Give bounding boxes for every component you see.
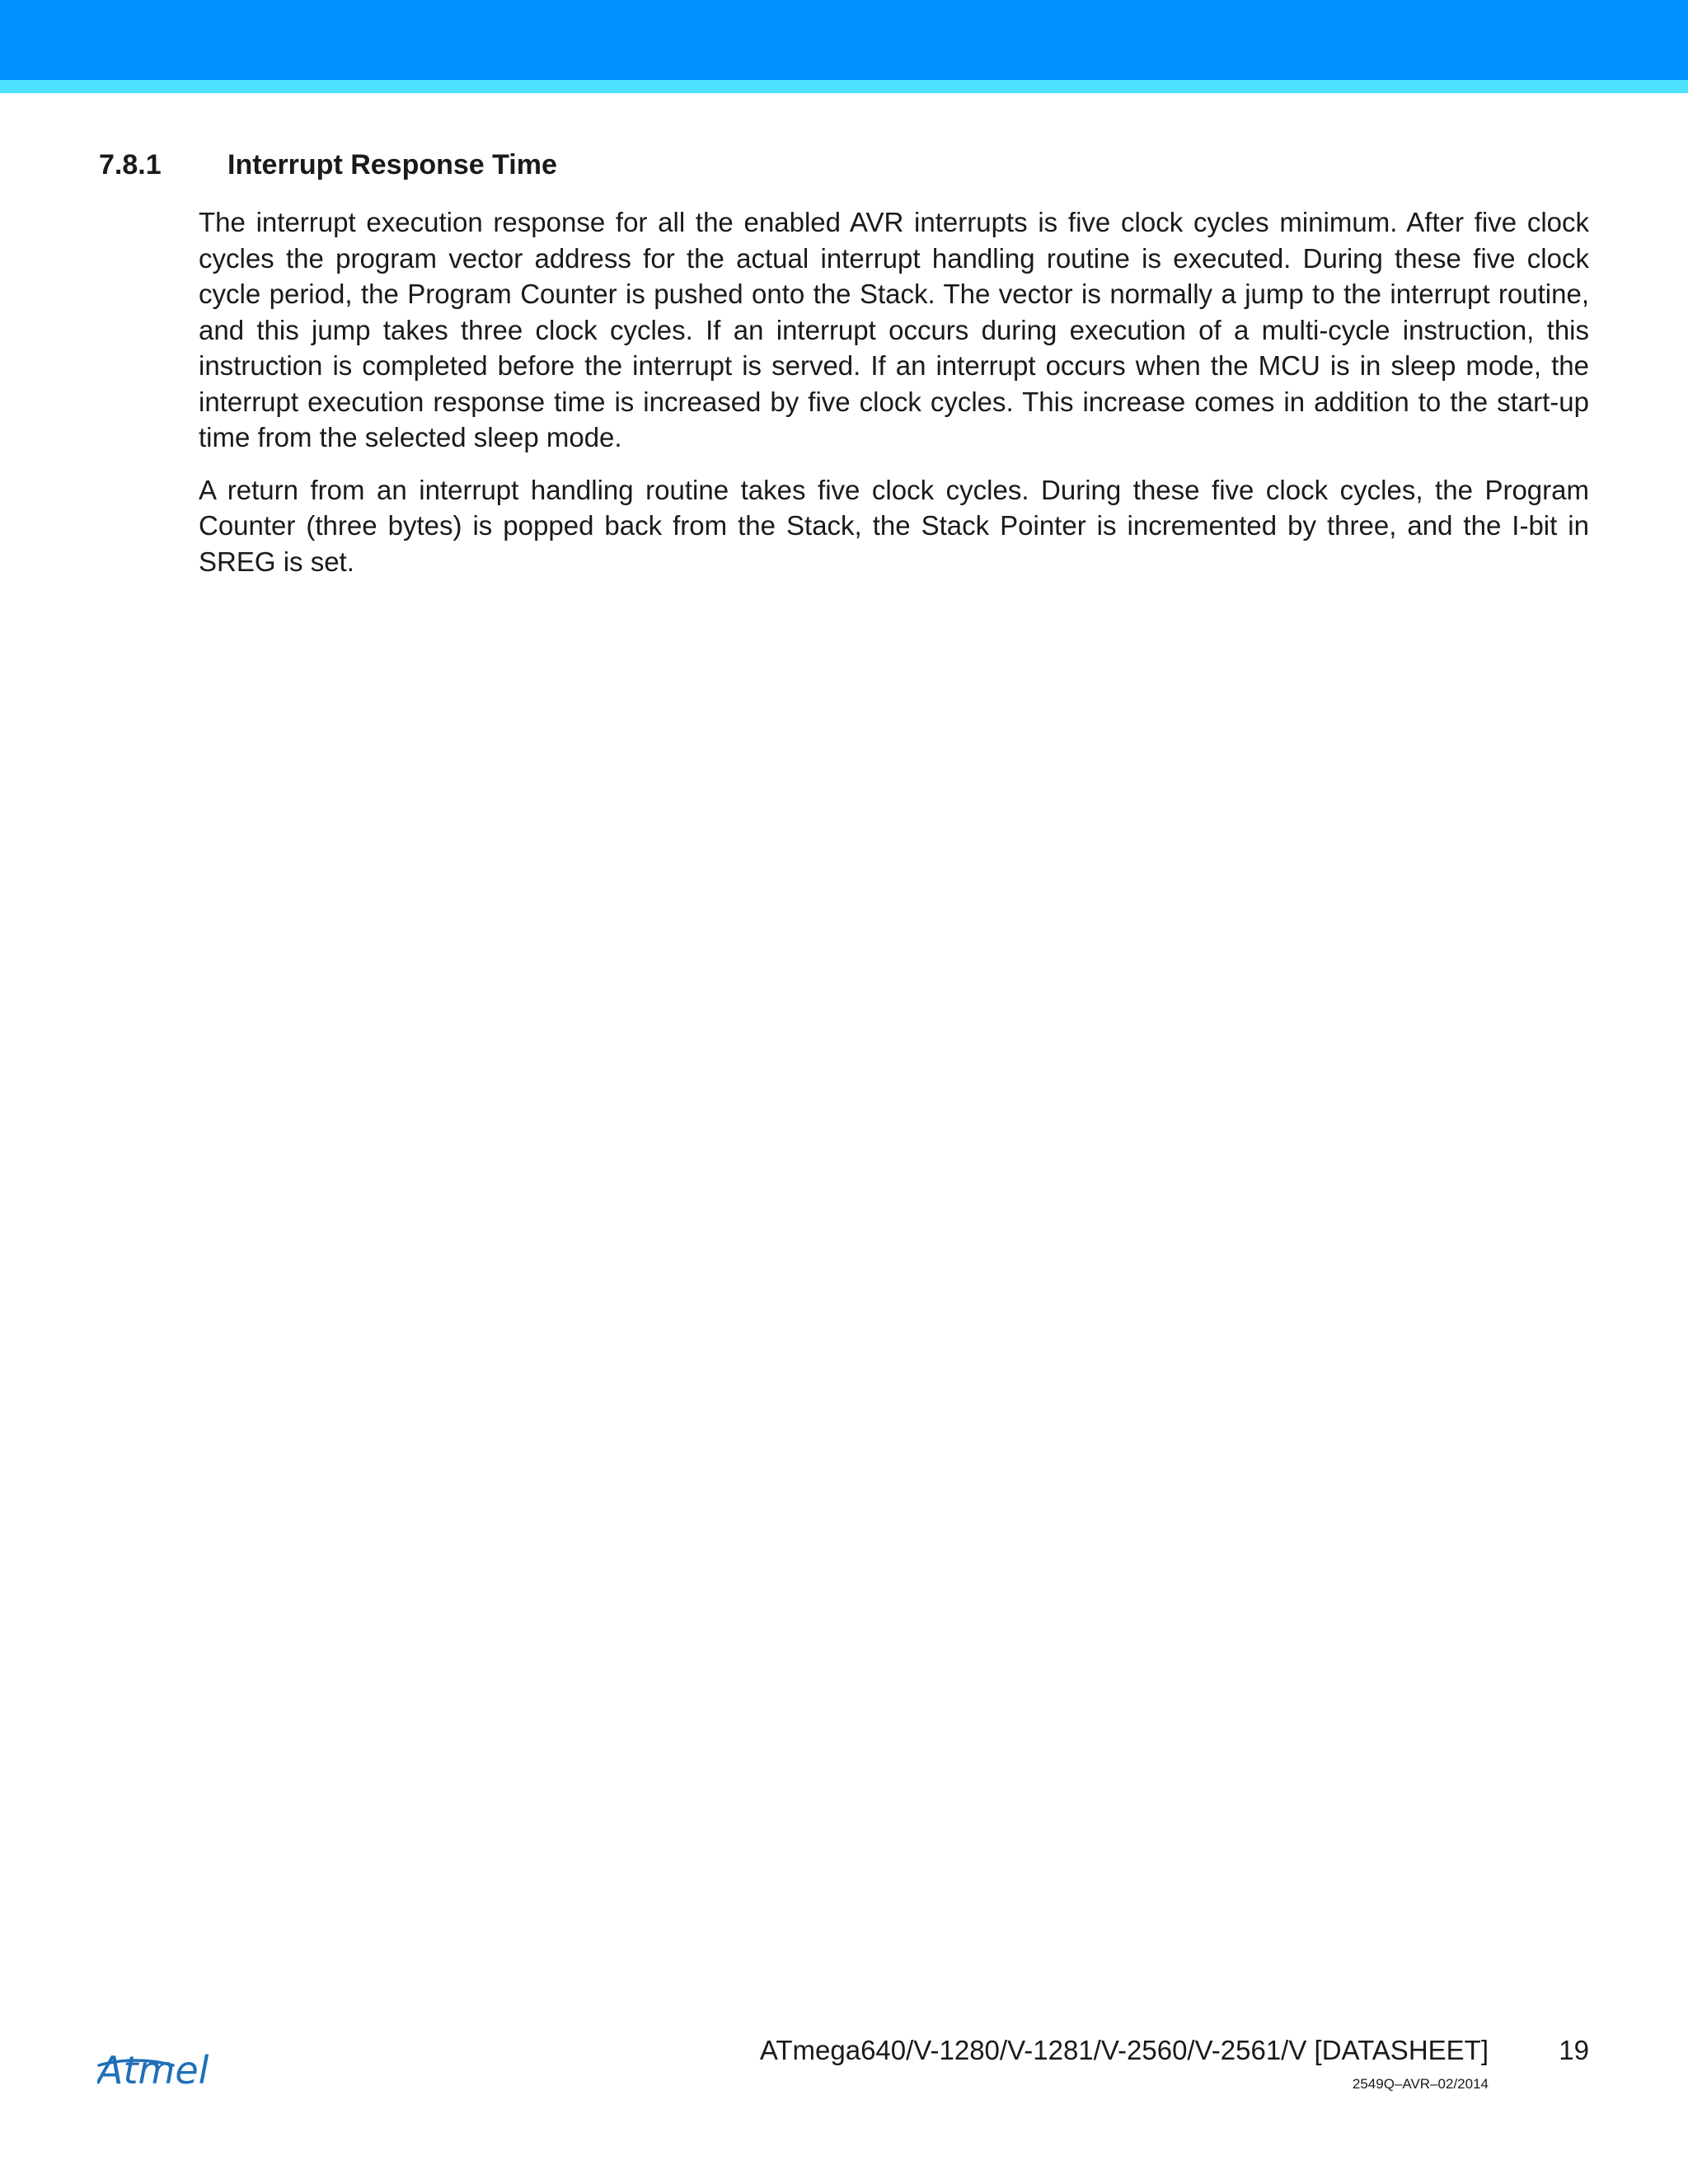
atmel-logo <box>97 2041 239 2090</box>
section-heading <box>99 145 1582 185</box>
footer-doc-code: 2549Q–AVR–02/2014 <box>1352 2076 1489 2092</box>
paragraph-interrupt-return: A return from an interrupt handling routine takes five clock cycles. During these five clock cycles, the Program Counter (three bytes) is popped back from the Stack, the Stack Pointer is incremented by three, and the I-bit in SREG is set. <box>199 474 1589 577</box>
body-text <box>199 204 1589 596</box>
footer-doc-title: ATmega640/V-1280/V-1281/V-2560/V-2561/V [DATASHEET] <box>759 2035 1489 2065</box>
section-title: Interrupt Response Time <box>227 149 557 180</box>
atmel-logo-text: Atmel <box>97 2048 209 2090</box>
page-number: 19 <box>1559 2035 1589 2065</box>
paragraph-interrupt-response: The interrupt execution response for all the enabled AVR interrupts is five clock cycles minimum. After five clock cycles the program vector address for the actual interrupt handling routine is executed. During these five clock cycle period, the Program Counter is pushed onto the Stack. The vector is normally a jump to the interrupt routine, and this jump takes three clock cycles. If an interrupt occurs during execution of a multi-cycle instruction, this instruction is completed before the interrupt is served. If an interrupt occurs when the MCU is in sleep mode, the interrupt execution response time is increased by five clock cycles. This increase comes in addition to the start-up time from the selected sleep mode. <box>199 207 1589 452</box>
header-stripe <box>0 80 1688 93</box>
header-band <box>0 0 1688 80</box>
section-number: 7.8.1 <box>99 149 162 180</box>
